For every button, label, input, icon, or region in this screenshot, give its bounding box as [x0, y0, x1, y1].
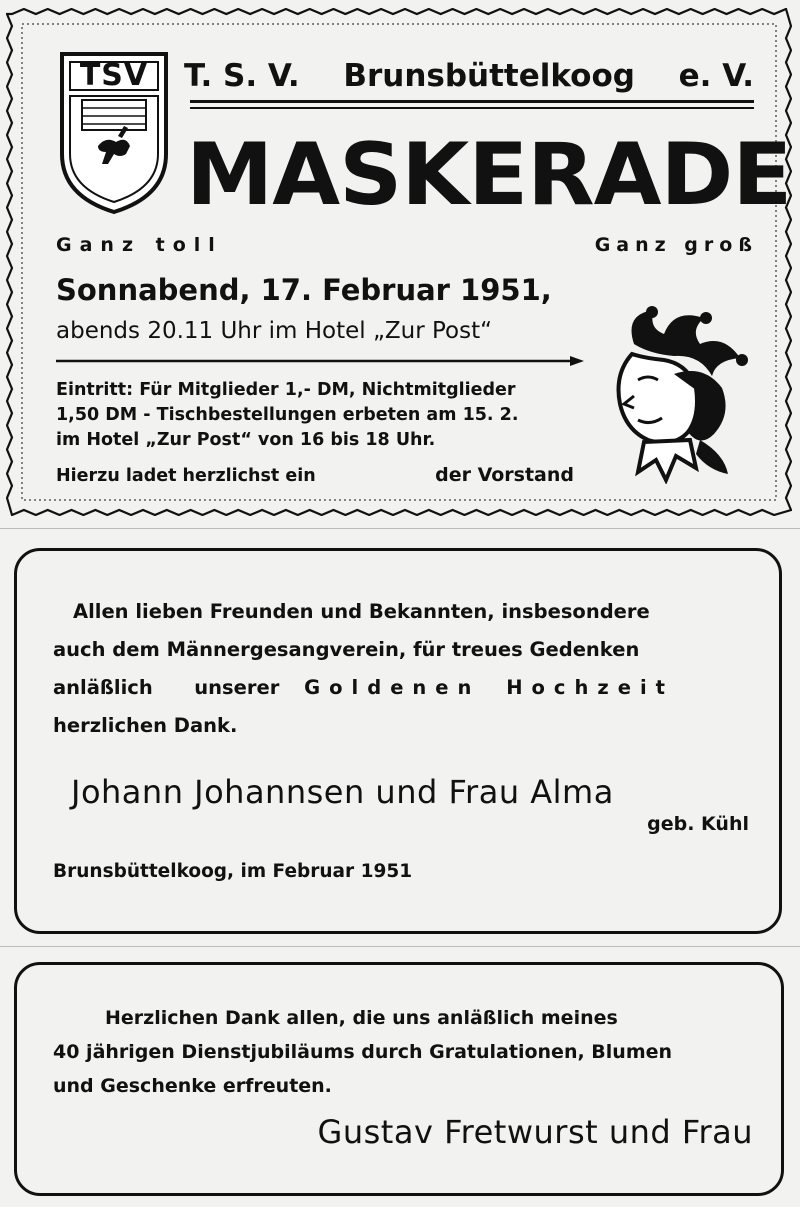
- club-town: Brunsbüttelkoog: [343, 58, 635, 94]
- title-rule-thin: [190, 107, 754, 109]
- thanks-text: [53, 593, 753, 745]
- thanks-line-prefix: anläßlich unserer: [53, 676, 280, 699]
- thanks-line: herzlichen Dank.: [53, 714, 238, 737]
- thanks-line: 40 jährigen Dienstjubiläums durch Gratulationen, Blumen: [53, 1041, 673, 1063]
- entry-line: Eintritt: Für Mitglieder 1,- DM, Nichtmitglieder: [56, 380, 516, 400]
- separator: [0, 528, 800, 529]
- tagline-left: Ganz toll: [56, 234, 223, 256]
- crest-text: TSV: [79, 58, 149, 93]
- headline: MASKERADE: [186, 125, 792, 225]
- entry-info: [56, 378, 596, 453]
- sender-names: Gustav Fretwurst und Frau: [317, 1113, 753, 1151]
- jester-icon: [604, 304, 754, 484]
- signature-board: der Vorstand: [435, 464, 574, 486]
- event-time-place: abends 20.11 Uhr im Hotel „Zur Post“: [56, 318, 493, 344]
- golden-wedding-ad: [14, 548, 782, 934]
- thanks-line: Herzlichen Dank allen, die uns anläßlich meines: [105, 1007, 618, 1029]
- maiden-name: geb. Kühl: [647, 813, 749, 835]
- entry-line: im Hotel „Zur Post“ von 16 bis 18 Uhr.: [56, 430, 436, 450]
- arrow-line-icon: [56, 354, 586, 368]
- maskerade-ad: [6, 8, 792, 516]
- thanks-line: auch dem Männergesangverein, für treues Gedenken: [53, 638, 640, 661]
- club-name: [184, 58, 754, 94]
- couple-names: Johann Johannsen und Frau Alma: [71, 773, 614, 811]
- thanks-text: [53, 1001, 763, 1103]
- entry-line: 1,50 DM - Tischbestellungen erbeten am 15. 2.: [56, 405, 519, 425]
- invitation-text: Hierzu ladet herzlichst ein: [56, 466, 316, 486]
- place-date: Brunsbüttelkoog, im Februar 1951: [53, 861, 413, 882]
- tagline-right: Ganz groß: [594, 234, 758, 256]
- golden-wedding-spaced: Goldenen Hochzeit: [304, 676, 674, 699]
- thanks-line: und Geschenke erfreuten.: [53, 1075, 332, 1097]
- title-rule: [190, 100, 754, 103]
- thanks-line: Allen lieben Freunden und Bekannten, insbesondere: [73, 600, 650, 623]
- thanks-line: [53, 669, 753, 707]
- club-suffix: e. V.: [678, 58, 754, 94]
- event-date: Sonnabend, 17. Februar 1951,: [56, 273, 552, 307]
- club-abbr: T. S. V.: [184, 58, 300, 94]
- separator: [0, 946, 800, 947]
- jubilee-ad: [14, 962, 784, 1196]
